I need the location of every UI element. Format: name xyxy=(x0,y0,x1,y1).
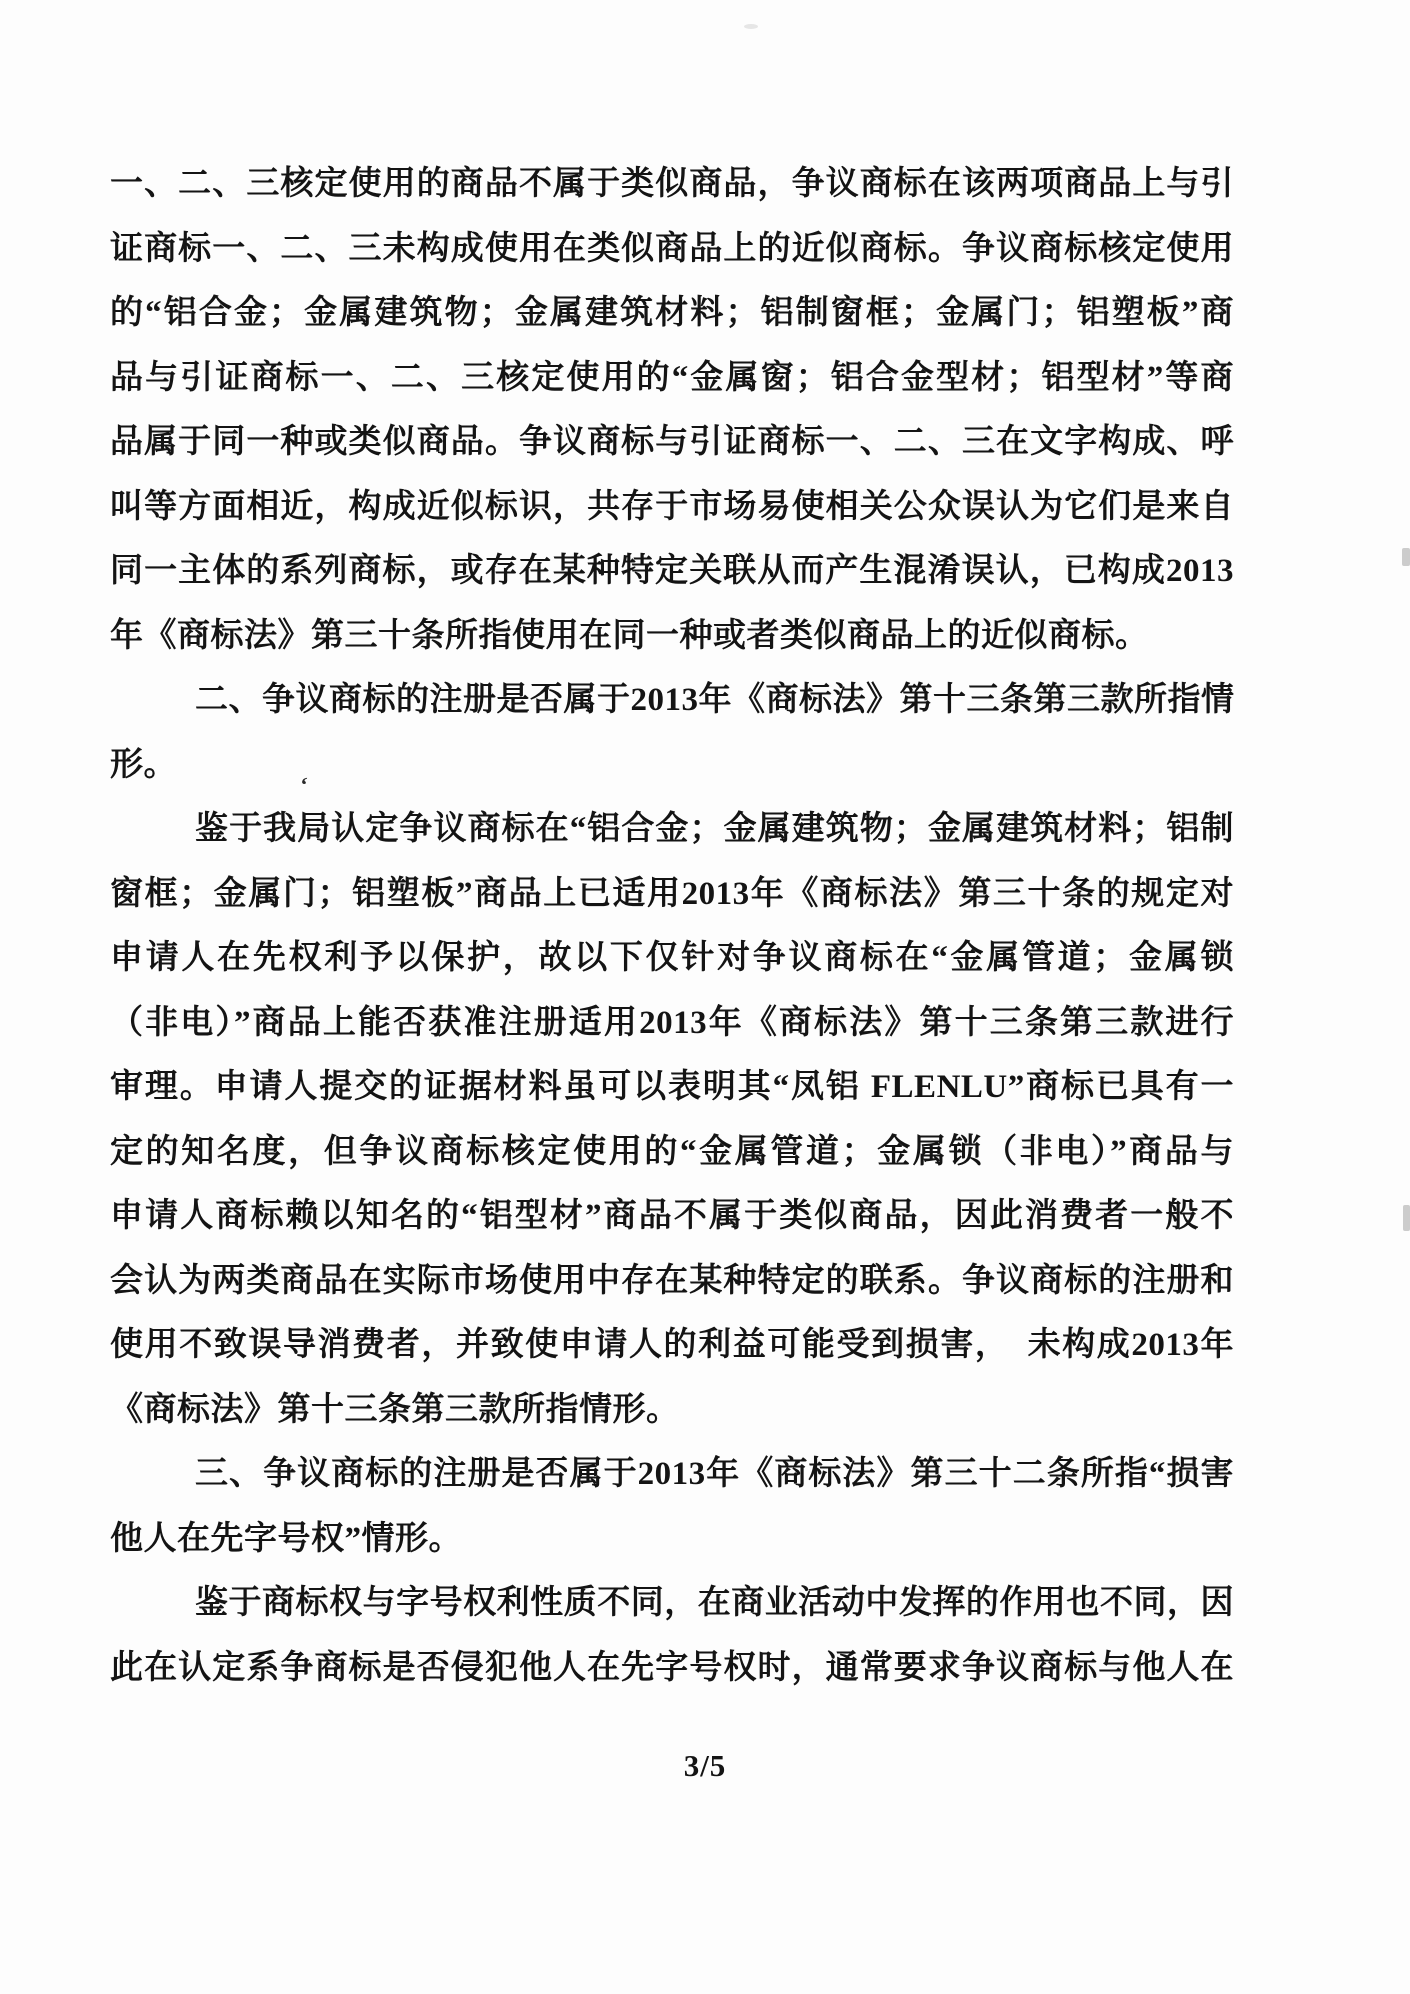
text-line: 品属于同一种或类似商品。争议商标与引证商标一、二、三在文字构成、呼 xyxy=(110,424,1234,460)
text-line: 申请人商标赖以知名的“铝型材”商品不属于类似商品，因此消费者一般不 xyxy=(110,1198,1234,1234)
page-number: 3/5 xyxy=(683,1748,727,1783)
scan-artifact xyxy=(1403,1205,1410,1231)
text-line: 他人在先字号权”情形。 xyxy=(110,1520,462,1557)
text-line: 二、争议商标的注册是否属于2013年《商标法》第十三条第三款所指情 xyxy=(195,682,1235,718)
scan-artifact xyxy=(744,24,758,29)
text-line: 一、二、三核定使用的商品不属于类似商品，争议商标在该两项商品上与引 xyxy=(110,166,1234,202)
text-line: 叫等方面相近，构成近似标识，共存于市场易使相关公众误认为它们是来自 xyxy=(110,488,1234,525)
text-line: 形。 xyxy=(110,746,177,783)
text-line: 同一主体的系列商标，或存在某种特定关联从而产生混淆误认，已构成2013 xyxy=(110,553,1234,589)
text-line: 《商标法》第十三条第三款所指情形。 xyxy=(110,1391,680,1428)
text-line: 品与引证商标一、二、三核定使用的“金属窗；铝合金型材；铝型材”等商 xyxy=(110,359,1234,396)
text-line: 的“铝合金；金属建筑物；金属建筑材料；铝制窗框；金属门；铝塑板”商 xyxy=(110,295,1234,331)
text-line: 申请人在先权利予以保护，故以下仅针对争议商标在“金属管道；金属锁 xyxy=(110,940,1234,976)
text-line: 审理。申请人提交的证据材料虽可以表明其“凤铝 FLENLU”商标已具有一 xyxy=(110,1069,1234,1105)
text-line: 证商标一、二、三未构成使用在类似商品上的近似商标。争议商标核定使用 xyxy=(110,230,1234,267)
text-line: 定的知名度，但争议商标核定使用的“金属管道；金属锁（非电）”商品与 xyxy=(110,1133,1234,1170)
text-line: 年《商标法》第三十条所指使用在同一种或者类似商品上的近似商标。 xyxy=(110,617,1149,654)
text-line: 此在认定系争商标是否侵犯他人在先字号权时，通常要求争议商标与他人在 xyxy=(110,1649,1234,1686)
stray-pen-mark: ʻ xyxy=(298,771,310,798)
text-line: 会认为两类商品在实际市场使用中存在某种特定的联系。争议商标的注册和 xyxy=(110,1262,1234,1299)
text-line: 窗框；金属门；铝塑板”商品上已适用2013年《商标法》第三十条的规定对 xyxy=(110,875,1234,912)
text-line: 鉴于商标权与字号权利性质不同，在商业活动中发挥的作用也不同，因 xyxy=(195,1585,1234,1621)
text-line: 使用不致误导消费者，并致使申请人的利益可能受到损害， 未构成2013年 xyxy=(110,1327,1234,1363)
document-body xyxy=(110,152,1234,1700)
text-line: 鉴于我局认定争议商标在“铝合金；金属建筑物；金属建筑材料；铝制 xyxy=(195,811,1234,847)
text-line: （非电）”商品上能否获准注册适用2013年《商标法》第十三条第三款进行 xyxy=(110,1004,1234,1041)
scan-artifact xyxy=(1402,548,1410,566)
text-line: 三、争议商标的注册是否属于2013年《商标法》第三十二条所指“损害 xyxy=(195,1456,1234,1492)
